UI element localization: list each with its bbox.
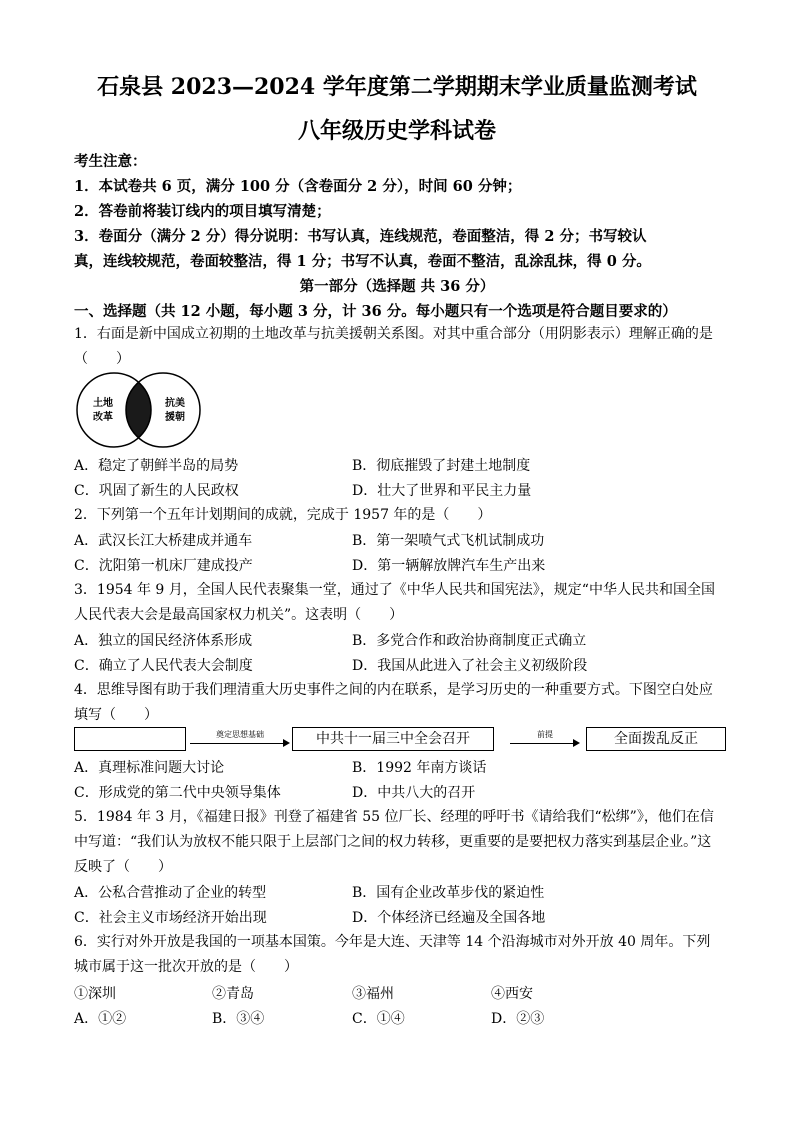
exam-subtitle: 八年级历史学科试卷 bbox=[297, 118, 496, 144]
option-a[interactable]: A．武汉长江大桥建成并通车 bbox=[74, 533, 253, 549]
question-stem: 3．1954 年 9 月，全国人民代表聚集一堂，通过了《中华人民共和国宪法》，规定“中华人民共和国全国人民代表大会是最高国家权力机关”。这表明（ ） bbox=[74, 582, 715, 623]
venn-right-label: 抗美 bbox=[165, 398, 185, 409]
exam-title: 石泉县 2023—2024 学年度第二学期期末学业质量监测考试 bbox=[97, 74, 697, 100]
option-d[interactable]: D．②③ bbox=[491, 1011, 545, 1027]
notice-item: 真，连线较规范，卷面较整洁，得 1 分；书写不认真，卷面不整洁，乱涂乱抹，得 0 分。 bbox=[74, 253, 651, 270]
third-plenum-box: 中共十一届三中全会召开 bbox=[292, 727, 494, 751]
arrow-foundation bbox=[190, 727, 290, 753]
mind-map-flow bbox=[74, 727, 726, 753]
option-b[interactable]: B．国有企业改革步伐的紧迫性 bbox=[352, 885, 545, 901]
notice-heading: 考生注意： bbox=[74, 153, 147, 170]
venn-left-label: 改革 bbox=[93, 412, 113, 423]
notice-item: 2．答卷前将装订线内的项目填写清楚； bbox=[74, 203, 331, 220]
option-d[interactable]: D．第一辆解放牌汽车生产出来 bbox=[352, 558, 546, 574]
option-a[interactable]: A．公私合营推动了企业的转型 bbox=[74, 885, 267, 901]
section-heading: 一、选择题（共 12 小题，每小题 3 分，计 36 分。每小题只有一个选项是符合题目要求的） bbox=[74, 303, 677, 320]
question-stem: 2．下列第一个五年计划期间的成就，完成于 1957 年的是（ ） bbox=[74, 507, 492, 523]
question-stem: 6．实行对外开放是我国的一项基本国策。今年是大连、天津等 14 个沿海城市对外开放 40 周年。下列城市属于这一批次开放的是（ ） bbox=[74, 934, 711, 975]
city-item: ③福州 bbox=[352, 986, 394, 1002]
notice-item: 3．卷面分（满分 2 分）得分说明：书写认真，连线规范，卷面整洁，得 2 分；书写较认 bbox=[74, 228, 647, 245]
arrow-premise bbox=[510, 727, 580, 753]
arrow-label: 奠定思想基础 bbox=[216, 730, 264, 739]
option-b[interactable]: B．彻底摧毁了封建土地制度 bbox=[352, 458, 531, 474]
city-item: ②青岛 bbox=[212, 986, 254, 1002]
question-stem: 1．右面是新中国成立初期的土地改革与抗美援朝关系图。对其中重合部分（用阴影表示）理解正确的是（ ） bbox=[74, 326, 713, 367]
option-c[interactable]: C．巩固了新生的人民政权 bbox=[74, 483, 239, 499]
notice-item: 1．本试卷共 6 页，满分 100 分（含卷面分 2 分），时间 60 分钟； bbox=[74, 178, 522, 195]
option-b[interactable]: B．第一架喷气式飞机试制成功 bbox=[352, 533, 545, 549]
option-b[interactable]: B．③④ bbox=[212, 1011, 265, 1027]
part-heading: 第一部分（选择题 共 36 分） bbox=[299, 278, 495, 295]
question-stem: 4．思维导图有助于我们理清重大历史事件之间的内在联系，是学习历史的一种重要方式。下图空白处应填写（ ） bbox=[74, 682, 713, 723]
arrow-label: 前提 bbox=[537, 730, 553, 739]
option-a[interactable]: A．真理标准问题大讨论 bbox=[74, 760, 225, 776]
option-c[interactable]: C．形成党的第二代中央领导集体 bbox=[74, 785, 281, 801]
rectification-box: 全面拨乱反正 bbox=[586, 727, 726, 751]
option-d[interactable]: D．我国从此进入了社会主义初级阶段 bbox=[352, 658, 588, 674]
venn-diagram bbox=[74, 371, 204, 453]
option-d[interactable]: D．壮大了世界和平民主力量 bbox=[352, 483, 532, 499]
option-b[interactable]: B．多党合作和政治协商制度正式确立 bbox=[352, 633, 587, 649]
arrow-line bbox=[510, 743, 574, 744]
option-c[interactable]: C．沈阳第一机床厂建成投产 bbox=[74, 558, 253, 574]
option-b[interactable]: B．1992 年南方谈话 bbox=[352, 760, 487, 776]
option-a[interactable]: A．独立的国民经济体系形成 bbox=[74, 633, 253, 649]
arrow-head-icon bbox=[283, 739, 290, 747]
blank-box bbox=[74, 727, 186, 751]
option-c[interactable]: C．社会主义市场经济开始出现 bbox=[74, 910, 267, 926]
venn-left-label: 土地 bbox=[93, 398, 113, 409]
city-item: ①深圳 bbox=[74, 986, 116, 1002]
option-c[interactable]: C．①④ bbox=[352, 1011, 405, 1027]
arrow-line bbox=[190, 743, 284, 744]
option-c[interactable]: C．确立了人民代表大会制度 bbox=[74, 658, 253, 674]
option-a[interactable]: A．①② bbox=[74, 1011, 127, 1027]
venn-right-label: 援朝 bbox=[165, 412, 185, 423]
option-a[interactable]: A．稳定了朝鲜半岛的局势 bbox=[74, 458, 239, 474]
arrow-head-icon bbox=[573, 739, 580, 747]
option-d[interactable]: D．中共八大的召开 bbox=[352, 785, 476, 801]
city-item: ④西安 bbox=[491, 986, 533, 1002]
question-stem: 5．1984 年 3 月，《福建日报》刊登了福建省 55 位厂长、经理的呼吁书《请给我们“松绑”》，他们在信中写道：“我们认为放权不能只限于上层部门之间的权力转移，更重要的是要把权力落实到基层企业。”这反映了（ ） bbox=[74, 809, 714, 875]
option-d[interactable]: D．个体经济已经遍及全国各地 bbox=[352, 910, 546, 926]
venn-svg bbox=[74, 371, 204, 449]
